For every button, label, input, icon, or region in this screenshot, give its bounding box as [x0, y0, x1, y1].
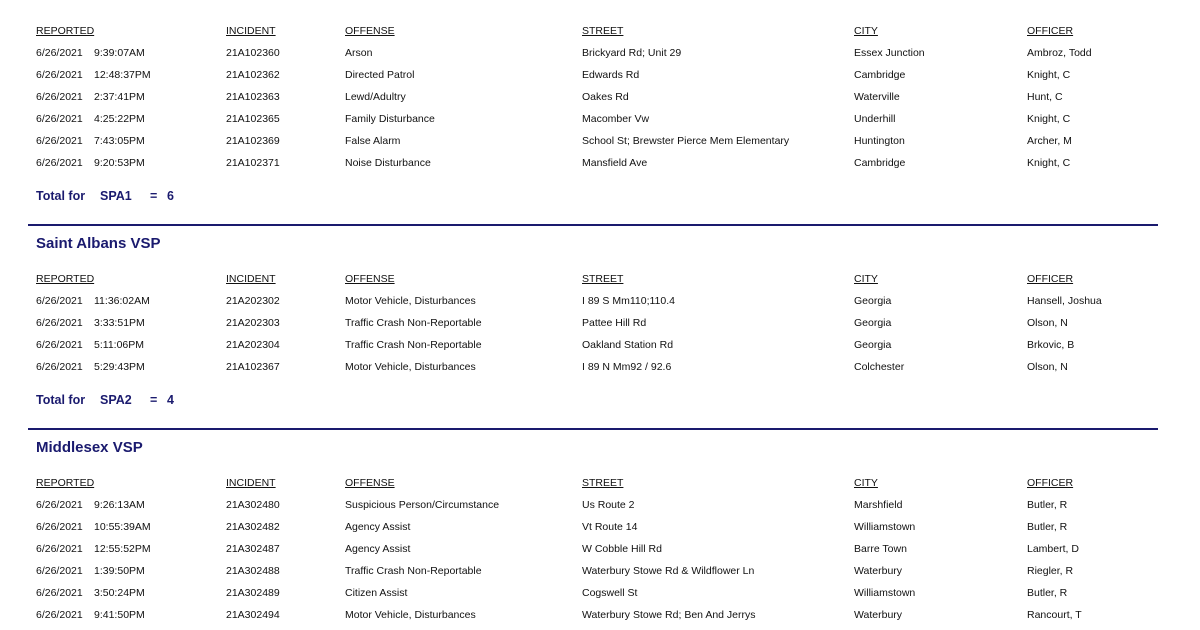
street-cell: Pattee Hill Rd — [582, 317, 647, 329]
time-value: 5:11:06PM — [94, 339, 145, 351]
incident-cell: 21A302488 — [226, 565, 280, 577]
date-value: 6/26/2021 — [36, 91, 83, 103]
total-equals: = — [150, 189, 158, 203]
offense-cell: Traffic Crash Non-Reportable — [345, 565, 482, 577]
date-value: 6/26/2021 — [36, 113, 83, 125]
total-count: 6 — [167, 189, 174, 203]
city-cell: Williamstown — [854, 587, 916, 599]
incident-cell: 21A202304 — [226, 339, 280, 351]
station-title: Saint Albans VSP — [36, 235, 161, 252]
header-city: CITY — [854, 273, 878, 285]
table-row — [28, 361, 1158, 375]
time-value: 3:33:51PM — [94, 317, 145, 329]
header-incident: INCIDENT — [226, 273, 276, 285]
street-cell: Mansfield Ave — [582, 157, 648, 169]
incident-cell: 21A202302 — [226, 295, 280, 307]
time-value: 10:55:39AM — [94, 521, 151, 533]
street-cell: I 89 S Mm110;110.4 — [582, 295, 675, 307]
incident-cell: 21A302489 — [226, 587, 280, 599]
officer-cell: Lambert, D — [1027, 543, 1079, 555]
header-officer: OFFICER — [1027, 25, 1074, 37]
header-officer: OFFICER — [1027, 477, 1074, 489]
table-row — [28, 499, 1158, 513]
officer-cell: Butler, R — [1027, 587, 1068, 599]
offense-cell: Lewd/Adultry — [345, 91, 406, 103]
date-value: 6/26/2021 — [36, 135, 83, 147]
total-equals: = — [150, 393, 158, 407]
table-row — [28, 69, 1158, 83]
header-street: STREET — [582, 477, 624, 489]
offense-cell: Motor Vehicle, Disturbances — [345, 295, 476, 307]
offense-cell: Citizen Assist — [345, 587, 408, 599]
city-cell: Williamstown — [854, 521, 916, 533]
table-row — [28, 543, 1158, 557]
header-city: CITY — [854, 25, 878, 37]
date-value: 6/26/2021 — [36, 521, 83, 533]
header-street: STREET — [582, 25, 624, 37]
incident-cell: 21A102371 — [226, 157, 280, 169]
time-value: 12:55:52PM — [94, 543, 151, 555]
street-cell: Us Route 2 — [582, 499, 635, 511]
officer-cell: Knight, C — [1027, 69, 1071, 81]
time-value: 5:29:43PM — [94, 361, 145, 373]
offense-cell: Suspicious Person/Circumstance — [345, 499, 500, 511]
officer-cell: Rancourt, T — [1027, 609, 1082, 621]
city-cell: Waterville — [854, 91, 900, 103]
date-value: 6/26/2021 — [36, 543, 83, 555]
officer-cell: Hunt, C — [1027, 91, 1063, 103]
time-value: 1:39:50PM — [94, 565, 145, 577]
officer-cell: Olson, N — [1027, 361, 1068, 373]
street-cell: School St; Brewster Pierce Mem Elementary — [582, 135, 790, 147]
total-code: SPA2 — [100, 393, 132, 407]
street-cell: Vt Route 14 — [582, 521, 638, 533]
officer-cell: Ambroz, Todd — [1027, 47, 1092, 59]
street-cell: Brickyard Rd; Unit 29 — [582, 47, 682, 59]
officer-cell: Hansell, Joshua — [1027, 295, 1102, 307]
station-section-middlesex — [28, 432, 1158, 630]
incident-cell: 21A102367 — [226, 361, 280, 373]
time-value: 4:25:22PM — [94, 113, 145, 125]
table-row — [28, 47, 1158, 61]
date-value: 6/26/2021 — [36, 361, 83, 373]
table-row — [28, 157, 1158, 171]
column-headers — [28, 25, 1158, 39]
street-cell: W Cobble Hill Rd — [582, 543, 662, 555]
header-offense: OFFENSE — [345, 273, 395, 285]
time-value: 9:26:13AM — [94, 499, 145, 511]
section-divider — [28, 428, 1158, 430]
offense-cell: Traffic Crash Non-Reportable — [345, 317, 482, 329]
incident-cell: 21A102365 — [226, 113, 280, 125]
station-title: Middlesex VSP — [36, 439, 143, 456]
header-offense: OFFENSE — [345, 25, 395, 37]
officer-cell: Olson, N — [1027, 317, 1068, 329]
street-cell: Oakes Rd — [582, 91, 629, 103]
street-cell: Waterbury Stowe Rd & Wildflower Ln — [582, 565, 755, 577]
date-value: 6/26/2021 — [36, 339, 83, 351]
offense-cell: Noise Disturbance — [345, 157, 431, 169]
total-label: Total for — [36, 393, 86, 407]
station-section-saint-albans — [28, 228, 1158, 424]
city-cell: Georgia — [854, 317, 892, 329]
city-cell: Huntington — [854, 135, 905, 147]
date-value: 6/26/2021 — [36, 69, 83, 81]
city-cell: Waterbury — [854, 609, 903, 621]
date-value: 6/26/2021 — [36, 157, 83, 169]
offense-cell: Agency Assist — [345, 543, 411, 555]
offense-cell: Traffic Crash Non-Reportable — [345, 339, 482, 351]
header-offense: OFFENSE — [345, 477, 395, 489]
header-reported: REPORTED — [36, 273, 95, 285]
offense-cell: False Alarm — [345, 135, 401, 147]
incident-cell: 21A302482 — [226, 521, 280, 533]
city-cell: Marshfield — [854, 499, 903, 511]
officer-cell: Brkovic, B — [1027, 339, 1075, 351]
time-value: 9:41:50PM — [94, 609, 145, 621]
table-row — [28, 295, 1158, 309]
total-label: Total for — [36, 189, 86, 203]
city-cell: Essex Junction — [854, 47, 925, 59]
table-row — [28, 135, 1158, 149]
table-row — [28, 113, 1158, 127]
street-cell: Edwards Rd — [582, 69, 640, 81]
city-cell: Georgia — [854, 339, 892, 351]
incident-cell: 21A202303 — [226, 317, 280, 329]
offense-cell: Agency Assist — [345, 521, 411, 533]
table-row — [28, 317, 1158, 331]
table-row — [28, 587, 1158, 601]
street-cell: I 89 N Mm92 / 92.6 — [582, 361, 672, 373]
offense-cell: Family Disturbance — [345, 113, 435, 125]
section-divider — [28, 224, 1158, 226]
station-title — [36, 0, 133, 1]
total-code: SPA1 — [100, 189, 132, 203]
officer-cell: Butler, R — [1027, 499, 1068, 511]
officer-cell: Archer, M — [1027, 135, 1072, 147]
incident-cell: 21A302487 — [226, 543, 280, 555]
header-incident: INCIDENT — [226, 25, 276, 37]
time-value: 11:36:02AM — [94, 295, 150, 307]
incident-cell: 21A302480 — [226, 499, 280, 511]
table-row — [28, 339, 1158, 353]
officer-cell: Knight, C — [1027, 157, 1071, 169]
officer-cell: Riegler, R — [1027, 565, 1074, 577]
column-headers — [28, 477, 1158, 491]
street-cell: Macomber Vw — [582, 113, 650, 125]
header-reported: REPORTED — [36, 477, 95, 489]
incident-cell: 21A102360 — [226, 47, 280, 59]
city-cell: Georgia — [854, 295, 892, 307]
street-cell: Cogswell St — [582, 587, 638, 599]
date-value: 6/26/2021 — [36, 317, 83, 329]
city-cell: Barre Town — [854, 543, 907, 555]
time-value: 9:20:53PM — [94, 157, 145, 169]
city-cell: Cambridge — [854, 69, 906, 81]
officer-cell: Knight, C — [1027, 113, 1071, 125]
city-cell: Colchester — [854, 361, 905, 373]
city-cell: Waterbury — [854, 565, 903, 577]
date-value: 6/26/2021 — [36, 295, 83, 307]
offense-cell: Directed Patrol — [345, 69, 415, 81]
time-value: 9:39:07AM — [94, 47, 145, 59]
incident-cell: 21A302494 — [226, 609, 280, 621]
date-value: 6/26/2021 — [36, 587, 83, 599]
incident-cell: 21A102369 — [226, 135, 280, 147]
header-officer: OFFICER — [1027, 273, 1074, 285]
column-headers — [28, 273, 1158, 287]
date-value: 6/26/2021 — [36, 565, 83, 577]
header-street: STREET — [582, 273, 624, 285]
date-value: 6/26/2021 — [36, 609, 83, 621]
time-value: 12:48:37PM — [94, 69, 151, 81]
station-section-williston — [28, 0, 1158, 220]
header-reported: REPORTED — [36, 25, 95, 37]
street-cell: Waterbury Stowe Rd; Ben And Jerrys — [582, 609, 756, 621]
offense-cell: Motor Vehicle, Disturbances — [345, 609, 476, 621]
total-count: 4 — [167, 393, 174, 407]
date-value: 6/26/2021 — [36, 47, 83, 59]
header-incident: INCIDENT — [226, 477, 276, 489]
time-value: 2:37:41PM — [94, 91, 145, 103]
table-row — [28, 521, 1158, 535]
incident-cell: 21A102362 — [226, 69, 280, 81]
city-cell: Underhill — [854, 113, 896, 125]
table-row — [28, 609, 1158, 623]
table-row — [28, 91, 1158, 105]
header-city: CITY — [854, 477, 878, 489]
offense-cell: Motor Vehicle, Disturbances — [345, 361, 476, 373]
officer-cell: Butler, R — [1027, 521, 1068, 533]
offense-cell: Arson — [345, 47, 373, 59]
time-value: 3:50:24PM — [94, 587, 145, 599]
table-row — [28, 565, 1158, 579]
date-value: 6/26/2021 — [36, 499, 83, 511]
incident-cell: 21A102363 — [226, 91, 280, 103]
city-cell: Cambridge — [854, 157, 906, 169]
street-cell: Oakland Station Rd — [582, 339, 674, 351]
time-value: 7:43:05PM — [94, 135, 145, 147]
